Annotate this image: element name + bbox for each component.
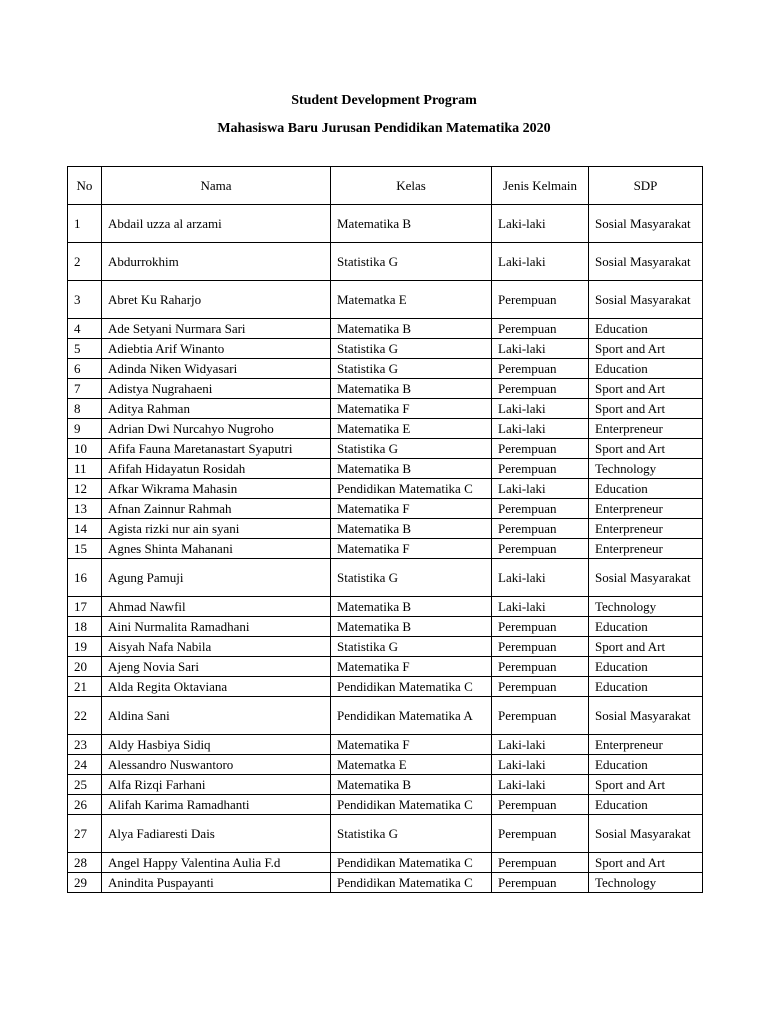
cell-kelas: Statistika G: [331, 339, 492, 359]
header-kelas: Kelas: [331, 167, 492, 205]
cell-jenis-kelamin: Perempuan: [492, 853, 589, 873]
cell-nama: Alifah Karima Ramadhanti: [102, 795, 331, 815]
cell-no: 16: [68, 559, 102, 597]
cell-no: 9: [68, 419, 102, 439]
cell-jenis-kelamin: Laki-laki: [492, 419, 589, 439]
cell-sdp: Sosial Masyarakat: [589, 559, 703, 597]
cell-jenis-kelamin: Perempuan: [492, 873, 589, 893]
cell-sdp: Sosial Masyarakat: [589, 281, 703, 319]
cell-kelas: Matematika B: [331, 205, 492, 243]
cell-jenis-kelamin: Laki-laki: [492, 755, 589, 775]
table-row: [68, 519, 703, 539]
table-row: [68, 657, 703, 677]
cell-nama: Adistya Nugrahaeni: [102, 379, 331, 399]
cell-no: 15: [68, 539, 102, 559]
table-row: [68, 205, 703, 243]
cell-jenis-kelamin: Perempuan: [492, 379, 589, 399]
cell-kelas: Statistika G: [331, 359, 492, 379]
cell-no: 25: [68, 775, 102, 795]
table-row: [68, 617, 703, 637]
cell-kelas: Matematka E: [331, 755, 492, 775]
cell-nama: Alya Fadiaresti Dais: [102, 815, 331, 853]
cell-kelas: Matematika F: [331, 657, 492, 677]
cell-no: 8: [68, 399, 102, 419]
cell-kelas: Pendidikan Matematika A: [331, 697, 492, 735]
cell-nama: Afifah Hidayatun Rosidah: [102, 459, 331, 479]
table-row: [68, 697, 703, 735]
cell-jenis-kelamin: Perempuan: [492, 795, 589, 815]
cell-sdp: Education: [589, 677, 703, 697]
cell-nama: Angel Happy Valentina Aulia F.d: [102, 853, 331, 873]
cell-nama: Aisyah Nafa Nabila: [102, 637, 331, 657]
cell-no: 23: [68, 735, 102, 755]
cell-kelas: Matematika B: [331, 319, 492, 339]
cell-jenis-kelamin: Perempuan: [492, 637, 589, 657]
cell-nama: Anindita Puspayanti: [102, 873, 331, 893]
cell-sdp: Sport and Art: [589, 399, 703, 419]
cell-nama: Adinda Niken Widyasari: [102, 359, 331, 379]
cell-kelas: Matematika B: [331, 379, 492, 399]
cell-nama: Ade Setyani Nurmara Sari: [102, 319, 331, 339]
cell-nama: Agnes Shinta Mahanani: [102, 539, 331, 559]
cell-nama: Alfa Rizqi Farhani: [102, 775, 331, 795]
cell-sdp: Technology: [589, 459, 703, 479]
cell-jenis-kelamin: Laki-laki: [492, 399, 589, 419]
cell-no: 24: [68, 755, 102, 775]
cell-jenis-kelamin: Perempuan: [492, 499, 589, 519]
cell-jenis-kelamin: Perempuan: [492, 519, 589, 539]
cell-no: 29: [68, 873, 102, 893]
cell-sdp: Sosial Masyarakat: [589, 243, 703, 281]
document-subtitle: Mahasiswa Baru Jurusan Pendidikan Matematika 2020: [217, 121, 551, 136]
cell-no: 22: [68, 697, 102, 735]
cell-jenis-kelamin: Laki-laki: [492, 775, 589, 795]
cell-jenis-kelamin: Laki-laki: [492, 735, 589, 755]
header-jenis-kelamin: Jenis Kelmain: [492, 167, 589, 205]
document-title: Student Development Program: [291, 93, 477, 108]
cell-no: 3: [68, 281, 102, 319]
cell-nama: Aditya Rahman: [102, 399, 331, 419]
cell-sdp: Education: [589, 479, 703, 499]
cell-kelas: Matematika F: [331, 499, 492, 519]
cell-sdp: Sport and Art: [589, 637, 703, 657]
cell-sdp: Sport and Art: [589, 853, 703, 873]
cell-kelas: Statistika G: [331, 559, 492, 597]
cell-sdp: Enterpreneur: [589, 519, 703, 539]
cell-nama: Adiebtia Arif Winanto: [102, 339, 331, 359]
cell-no: 20: [68, 657, 102, 677]
cell-no: 2: [68, 243, 102, 281]
cell-sdp: Education: [589, 617, 703, 637]
cell-sdp: Enterpreneur: [589, 539, 703, 559]
cell-kelas: Matematika B: [331, 775, 492, 795]
table-row: [68, 637, 703, 657]
cell-no: 5: [68, 339, 102, 359]
table-row: [68, 281, 703, 319]
cell-no: 1: [68, 205, 102, 243]
cell-jenis-kelamin: Perempuan: [492, 359, 589, 379]
table-row: [68, 853, 703, 873]
cell-nama: Afifa Fauna Maretanastart Syaputri: [102, 439, 331, 459]
cell-sdp: Education: [589, 359, 703, 379]
cell-no: 17: [68, 597, 102, 617]
cell-kelas: Pendidikan Matematika C: [331, 853, 492, 873]
cell-nama: Alda Regita Oktaviana: [102, 677, 331, 697]
cell-jenis-kelamin: Laki-laki: [492, 597, 589, 617]
cell-nama: Afkar Wikrama Mahasin: [102, 479, 331, 499]
cell-kelas: Statistika G: [331, 243, 492, 281]
cell-no: 18: [68, 617, 102, 637]
cell-no: 7: [68, 379, 102, 399]
cell-kelas: Matematika B: [331, 617, 492, 637]
table-row: [68, 815, 703, 853]
cell-sdp: Technology: [589, 597, 703, 617]
table-row: [68, 459, 703, 479]
table-row: [68, 359, 703, 379]
cell-sdp: Education: [589, 795, 703, 815]
cell-kelas: Pendidikan Matematika C: [331, 795, 492, 815]
cell-nama: Ahmad Nawfil: [102, 597, 331, 617]
cell-nama: Afnan Zainnur Rahmah: [102, 499, 331, 519]
cell-kelas: Pendidikan Matematika C: [331, 479, 492, 499]
cell-jenis-kelamin: Laki-laki: [492, 559, 589, 597]
table-row: [68, 399, 703, 419]
cell-kelas: Matematika B: [331, 519, 492, 539]
cell-nama: Abdail uzza al arzami: [102, 205, 331, 243]
cell-jenis-kelamin: Perempuan: [492, 439, 589, 459]
cell-no: 6: [68, 359, 102, 379]
cell-kelas: Pendidikan Matematika C: [331, 873, 492, 893]
cell-jenis-kelamin: Laki-laki: [492, 339, 589, 359]
table-row: [68, 795, 703, 815]
cell-nama: Aldina Sani: [102, 697, 331, 735]
table-row: [68, 775, 703, 795]
cell-jenis-kelamin: Perempuan: [492, 697, 589, 735]
table-row: [68, 243, 703, 281]
cell-sdp: Sport and Art: [589, 339, 703, 359]
cell-jenis-kelamin: Laki-laki: [492, 479, 589, 499]
table-body: [68, 205, 703, 893]
cell-jenis-kelamin: Laki-laki: [492, 243, 589, 281]
table-row: [68, 419, 703, 439]
student-table: [67, 166, 703, 893]
cell-nama: Abret Ku Raharjo: [102, 281, 331, 319]
cell-no: 13: [68, 499, 102, 519]
cell-sdp: Enterpreneur: [589, 419, 703, 439]
cell-no: 4: [68, 319, 102, 339]
cell-kelas: Matematika E: [331, 419, 492, 439]
cell-sdp: Education: [589, 755, 703, 775]
cell-jenis-kelamin: Perempuan: [492, 319, 589, 339]
header-sdp: SDP: [589, 167, 703, 205]
cell-kelas: Matematika F: [331, 539, 492, 559]
cell-kelas: Matematika B: [331, 459, 492, 479]
cell-sdp: Sport and Art: [589, 379, 703, 399]
cell-nama: Agung Pamuji: [102, 559, 331, 597]
cell-nama: Alessandro Nuswantoro: [102, 755, 331, 775]
cell-sdp: Sosial Masyarakat: [589, 697, 703, 735]
cell-nama: Abdurrokhim: [102, 243, 331, 281]
cell-kelas: Statistika G: [331, 637, 492, 657]
table-row: [68, 439, 703, 459]
cell-no: 21: [68, 677, 102, 697]
cell-sdp: Sosial Masyarakat: [589, 815, 703, 853]
cell-sdp: Technology: [589, 873, 703, 893]
cell-nama: Agista rizki nur ain syani: [102, 519, 331, 539]
table-row: [68, 873, 703, 893]
table-row: [68, 319, 703, 339]
cell-no: 28: [68, 853, 102, 873]
table-row: [68, 559, 703, 597]
header-no: No: [68, 167, 102, 205]
cell-jenis-kelamin: Perempuan: [492, 459, 589, 479]
cell-sdp: Sport and Art: [589, 775, 703, 795]
cell-nama: Aldy Hasbiya Sidiq: [102, 735, 331, 755]
cell-jenis-kelamin: Laki-laki: [492, 205, 589, 243]
table-row: [68, 755, 703, 775]
cell-jenis-kelamin: Perempuan: [492, 657, 589, 677]
cell-jenis-kelamin: Perempuan: [492, 815, 589, 853]
cell-kelas: Matematika B: [331, 597, 492, 617]
cell-sdp: Enterpreneur: [589, 735, 703, 755]
table-header-row: [68, 167, 703, 205]
table-row: [68, 597, 703, 617]
cell-jenis-kelamin: Perempuan: [492, 539, 589, 559]
cell-kelas: Matematika F: [331, 399, 492, 419]
table-row: [68, 479, 703, 499]
cell-sdp: Sosial Masyarakat: [589, 205, 703, 243]
cell-no: 12: [68, 479, 102, 499]
table-row: [68, 735, 703, 755]
cell-no: 26: [68, 795, 102, 815]
cell-jenis-kelamin: Perempuan: [492, 677, 589, 697]
cell-sdp: Education: [589, 319, 703, 339]
cell-no: 14: [68, 519, 102, 539]
cell-kelas: Pendidikan Matematika C: [331, 677, 492, 697]
table-row: [68, 539, 703, 559]
cell-jenis-kelamin: Perempuan: [492, 617, 589, 637]
cell-no: 19: [68, 637, 102, 657]
table-row: [68, 339, 703, 359]
cell-no: 10: [68, 439, 102, 459]
cell-sdp: Enterpreneur: [589, 499, 703, 519]
cell-kelas: Matematka E: [331, 281, 492, 319]
header-nama: Nama: [102, 167, 331, 205]
cell-no: 27: [68, 815, 102, 853]
cell-sdp: Education: [589, 657, 703, 677]
cell-nama: Adrian Dwi Nurcahyo Nugroho: [102, 419, 331, 439]
cell-kelas: Matematika F: [331, 735, 492, 755]
cell-nama: Ajeng Novia Sari: [102, 657, 331, 677]
table-row: [68, 499, 703, 519]
cell-no: 11: [68, 459, 102, 479]
cell-kelas: Statistika G: [331, 815, 492, 853]
cell-jenis-kelamin: Perempuan: [492, 281, 589, 319]
cell-nama: Aini Nurmalita Ramadhani: [102, 617, 331, 637]
table-row: [68, 379, 703, 399]
cell-kelas: Statistika G: [331, 439, 492, 459]
cell-sdp: Sport and Art: [589, 439, 703, 459]
table-row: [68, 677, 703, 697]
